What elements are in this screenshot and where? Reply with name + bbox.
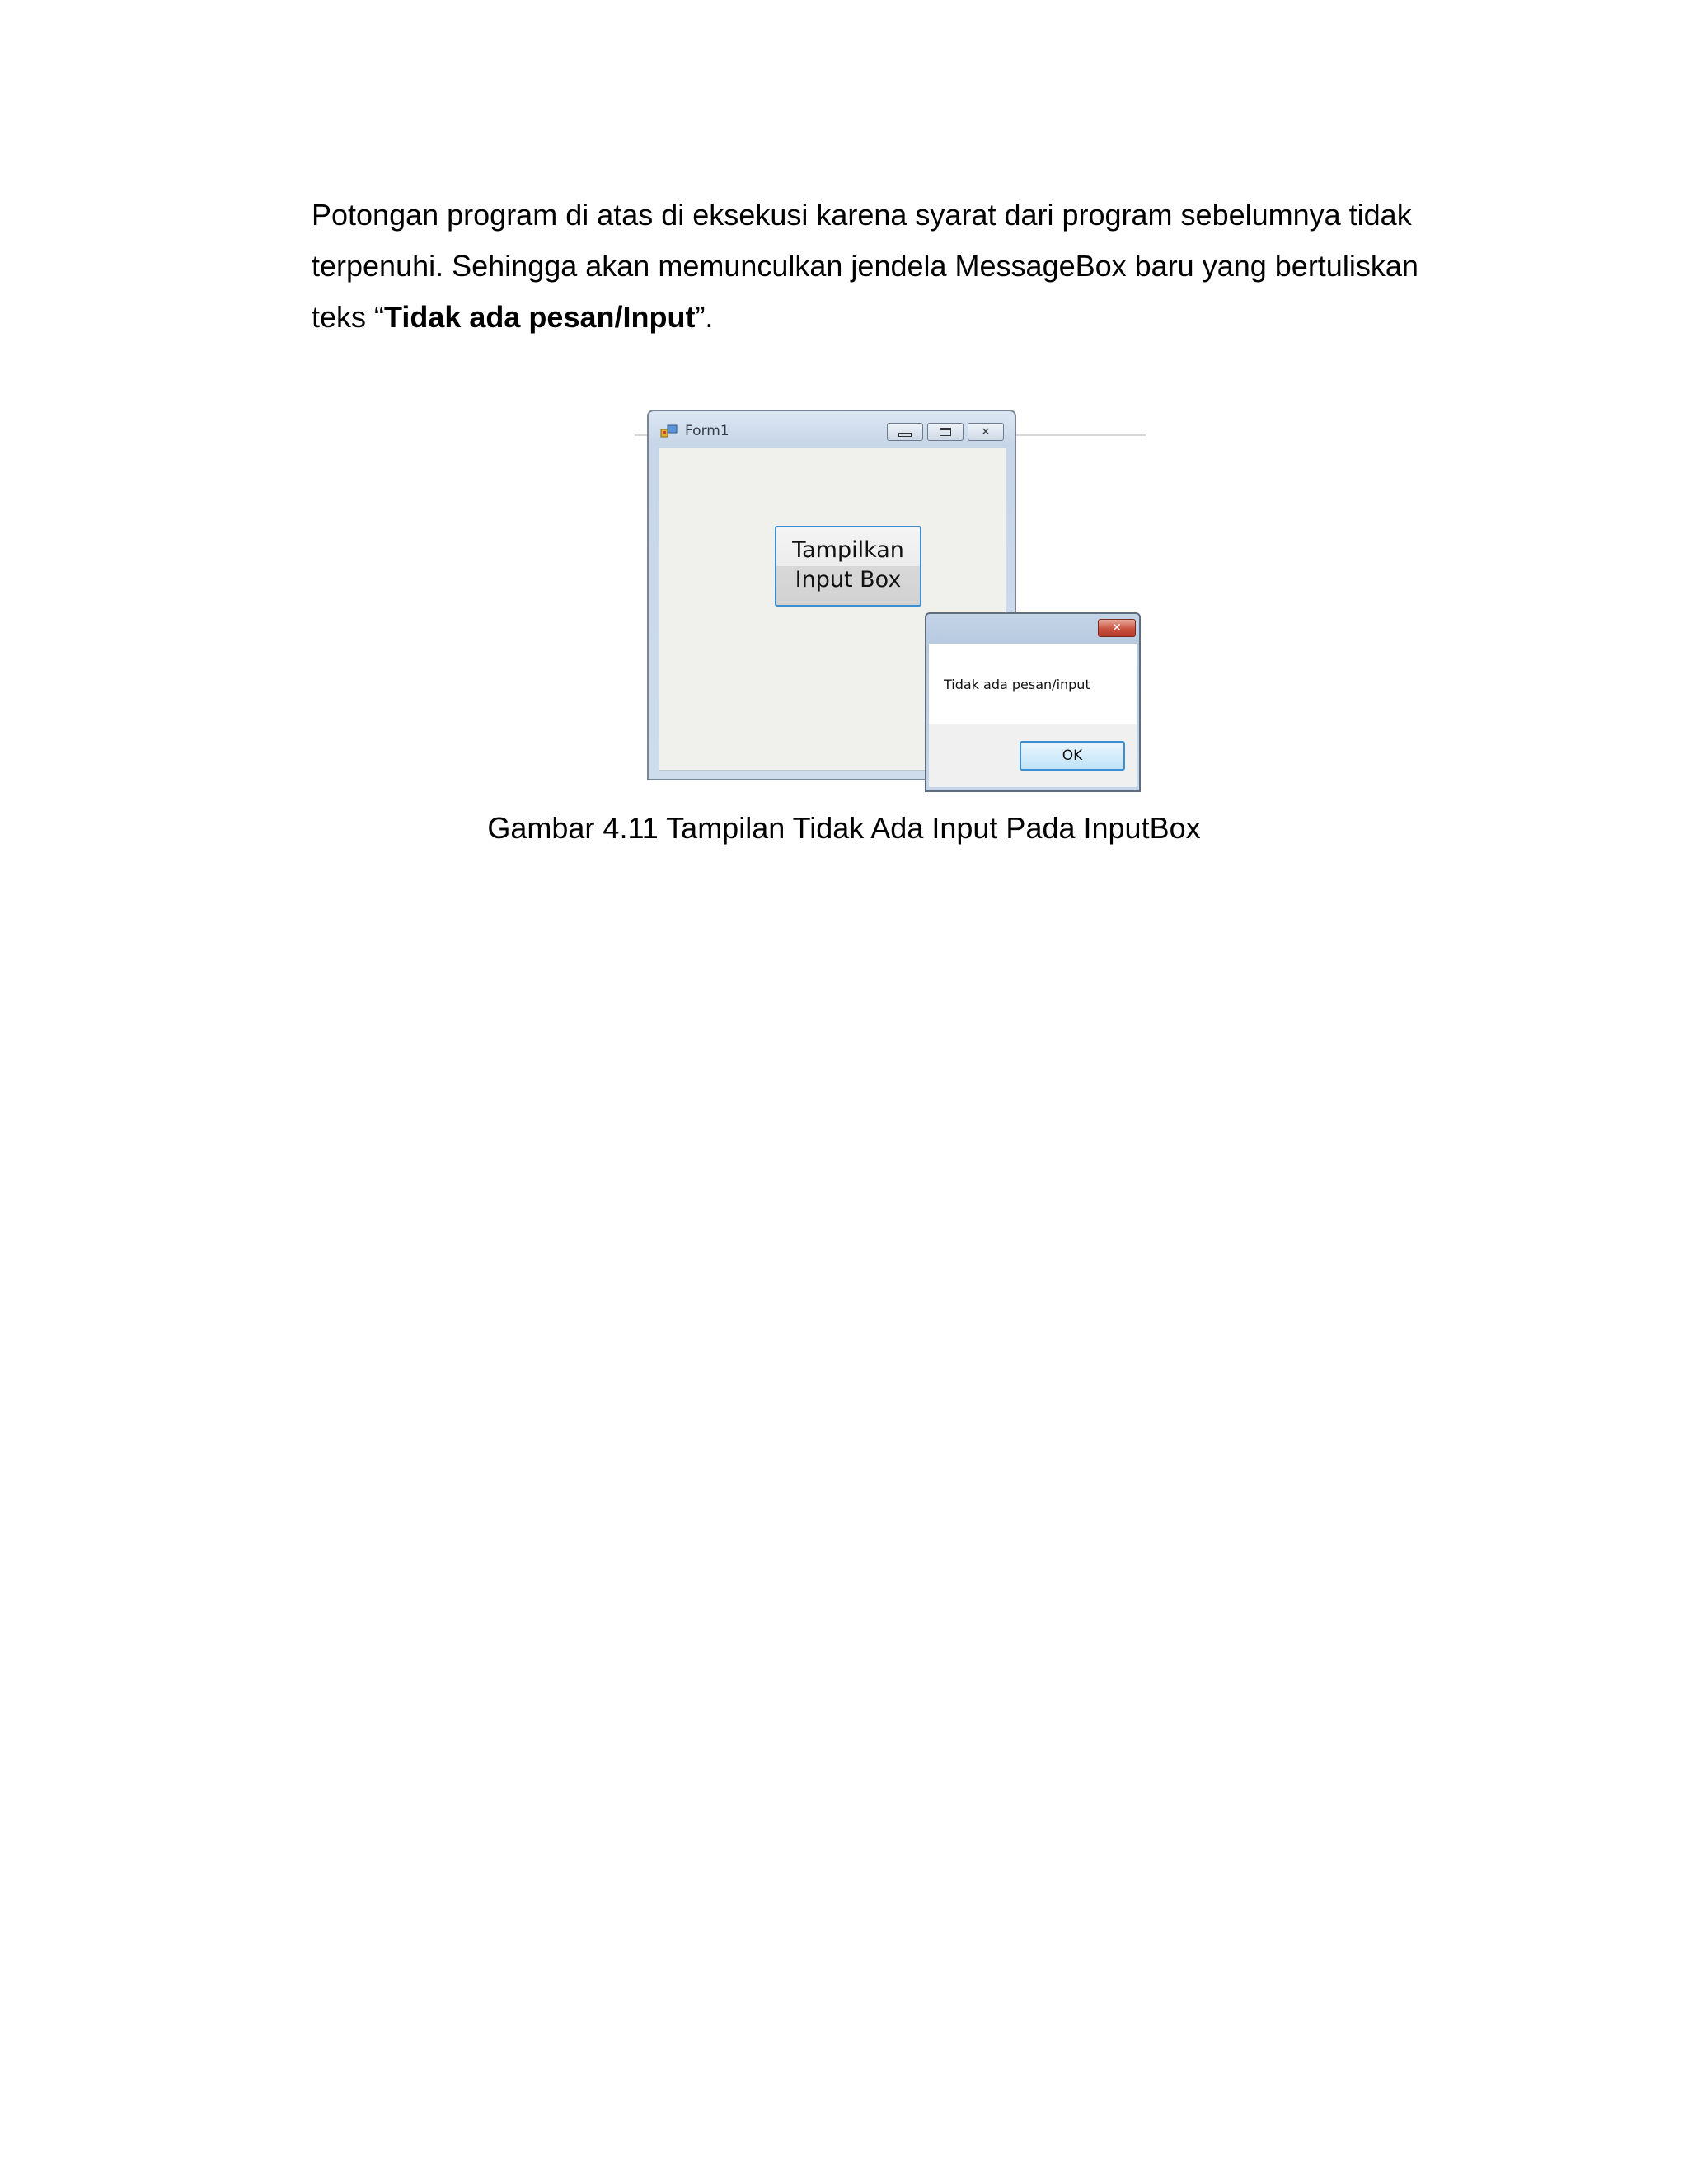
messagebox-text: Tidak ada pesan/input [944, 677, 1090, 692]
button-label-line-2: Input Box [795, 567, 902, 593]
messagebox-window [925, 612, 1141, 792]
figure-screenshot [635, 408, 1154, 795]
maximize-icon [940, 428, 951, 436]
paragraph-line-3-prefix: teks “ [312, 300, 385, 334]
maximize-button[interactable] [927, 423, 964, 441]
messagebox-close-button[interactable] [1098, 619, 1136, 637]
paragraph-line-3-suffix: ”. [695, 300, 714, 334]
messagebox-body [929, 644, 1137, 724]
form1-close-button[interactable] [968, 423, 1004, 441]
paragraph-line-1: Potongan program di atas di eksekusi karena syarat dari program sebelumnya tidak [312, 198, 1412, 232]
app-window-icon [660, 424, 678, 438]
figure-caption: Gambar 4.11 Tampilan Tidak Ada Input Pada InputBox [487, 811, 1201, 845]
button-label-line-1: Tampilkan [792, 537, 904, 563]
body-paragraph [312, 190, 1449, 343]
paragraph-line-2: terpenuhi. Sehingga akan memunculkan jendela MessageBox baru yang bertuliskan [312, 249, 1418, 283]
messagebox-footer [929, 724, 1137, 787]
form1-titlebar[interactable] [649, 411, 1015, 448]
minimize-button[interactable] [887, 423, 923, 441]
paragraph-bold-text: Tidak ada pesan/Input [384, 300, 696, 334]
tampilkan-input-box-button[interactable] [775, 526, 921, 607]
ok-button[interactable]: OK [1020, 741, 1125, 771]
close-icon: ✕ [1112, 621, 1122, 635]
minimize-icon [898, 433, 912, 437]
form1-title: Form1 [685, 423, 729, 439]
close-icon: ✕ [981, 425, 991, 438]
